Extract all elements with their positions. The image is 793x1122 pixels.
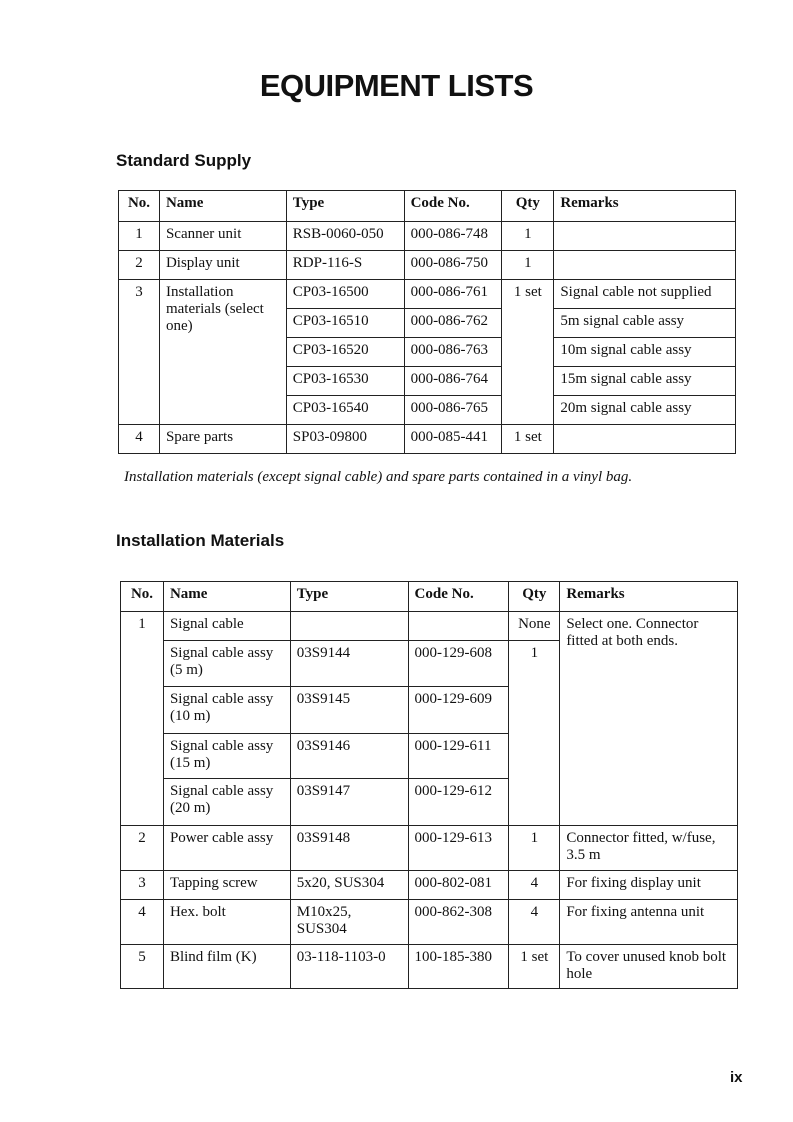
item-no: 1 (121, 612, 164, 826)
item-qty: 1 (502, 222, 554, 251)
column-header: Qty (502, 191, 554, 222)
column-header: Code No. (408, 582, 509, 612)
page-number: ix (730, 1069, 743, 1086)
item-type: 5x20, SUS304 (290, 871, 408, 900)
item-code: 000-129-609 (408, 687, 509, 734)
item-remarks: 15m signal cable assy (554, 367, 736, 396)
item-no: 4 (121, 900, 164, 945)
item-qty: 4 (509, 900, 560, 945)
item-name: Signal cable (163, 612, 290, 641)
item-name: Signal cable assy (20 m) (163, 779, 290, 826)
item-code: 000-086-748 (404, 222, 502, 251)
item-type: 03S9148 (290, 826, 408, 871)
standard-supply-heading: Standard Supply (116, 151, 252, 170)
item-remarks (554, 251, 736, 280)
item-name: Tapping screw (163, 871, 290, 900)
item-code: 000-086-765 (404, 396, 502, 425)
item-remarks (554, 425, 736, 454)
item-remarks: 5m signal cable assy (554, 309, 736, 338)
column-header: Type (286, 191, 404, 222)
item-name: Hex. bolt (163, 900, 290, 945)
column-header: Type (290, 582, 408, 612)
item-code: 000-862-308 (408, 900, 509, 945)
installation-materials-heading: Installation Materials (116, 531, 285, 550)
item-name: Power cable assy (163, 826, 290, 871)
column-header: Remarks (554, 191, 736, 222)
item-code: 000-085-441 (404, 425, 502, 454)
item-type: CP03-16500 (286, 280, 404, 309)
item-qty: 4 (509, 871, 560, 900)
item-qty: 1 set (502, 280, 554, 425)
item-code (408, 612, 509, 641)
item-remarks: For fixing antenna unit (560, 900, 738, 945)
table-row (121, 826, 738, 871)
item-type: 03S9146 (290, 734, 408, 779)
item-no: 5 (121, 945, 164, 989)
item-code: 000-129-613 (408, 826, 509, 871)
item-no: 4 (119, 425, 160, 454)
item-type: CP03-16530 (286, 367, 404, 396)
table-header-row (121, 582, 738, 612)
table-row (121, 900, 738, 945)
item-remarks: Select one. Connector fitted at both ends. (560, 612, 738, 826)
item-qty: 1 (509, 641, 560, 826)
standard-supply-table (118, 190, 736, 454)
item-type: SP03-09800 (286, 425, 404, 454)
item-type (290, 612, 408, 641)
item-no: 1 (119, 222, 160, 251)
item-name: Spare parts (159, 425, 286, 454)
item-code: 000-086-764 (404, 367, 502, 396)
column-header: Remarks (560, 582, 738, 612)
item-type: RSB-0060-050 (286, 222, 404, 251)
item-code: 000-129-612 (408, 779, 509, 826)
item-remarks: 10m signal cable assy (554, 338, 736, 367)
table-row (121, 871, 738, 900)
item-qty: 1 (509, 826, 560, 871)
item-no: 2 (121, 826, 164, 871)
item-name: Signal cable assy (10 m) (163, 687, 290, 734)
item-type: 03S9144 (290, 641, 408, 687)
table-row (119, 251, 736, 280)
item-qty: 1 (502, 251, 554, 280)
installation-materials-table (120, 581, 738, 989)
item-qty: None (509, 612, 560, 641)
column-header: Name (159, 191, 286, 222)
item-name: Blind film (K) (163, 945, 290, 989)
table-row (119, 222, 736, 251)
item-no: 3 (119, 280, 160, 425)
item-code: 000-086-750 (404, 251, 502, 280)
item-remarks: 20m signal cable assy (554, 396, 736, 425)
table-row (121, 945, 738, 989)
packaging-note: Installation materials (except signal cable) and spare parts contained in a vinyl bag. (124, 469, 633, 485)
item-code: 000-086-761 (404, 280, 502, 309)
table-row (121, 612, 738, 641)
item-code: 100-185-380 (408, 945, 509, 989)
item-no: 2 (119, 251, 160, 280)
table-row (119, 425, 736, 454)
column-header: No. (121, 582, 164, 612)
item-remarks: Signal cable not supplied (554, 280, 736, 309)
item-code: 000-802-081 (408, 871, 509, 900)
column-header: Qty (509, 582, 560, 612)
item-name: Signal cable assy (5 m) (163, 641, 290, 687)
item-code: 000-129-608 (408, 641, 509, 687)
item-no: 3 (121, 871, 164, 900)
item-type: M10x25, SUS304 (290, 900, 408, 945)
item-type: 03S9145 (290, 687, 408, 734)
item-code: 000-086-763 (404, 338, 502, 367)
item-name: Scanner unit (159, 222, 286, 251)
item-qty: 1 set (502, 425, 554, 454)
item-type: 03-118-1103-0 (290, 945, 408, 989)
column-header: Code No. (404, 191, 502, 222)
item-code: 000-129-611 (408, 734, 509, 779)
item-remarks (554, 222, 736, 251)
item-remarks: To cover unused knob bolt hole (560, 945, 738, 989)
item-qty: 1 set (509, 945, 560, 989)
column-header: No. (119, 191, 160, 222)
item-name: Installation materials (select one) (159, 280, 286, 425)
table-header-row (119, 191, 736, 222)
item-type: RDP-116-S (286, 251, 404, 280)
column-header: Name (163, 582, 290, 612)
item-type: CP03-16510 (286, 309, 404, 338)
item-name: Display unit (159, 251, 286, 280)
item-code: 000-086-762 (404, 309, 502, 338)
item-type: CP03-16520 (286, 338, 404, 367)
item-type: CP03-16540 (286, 396, 404, 425)
item-name: Signal cable assy (15 m) (163, 734, 290, 779)
page-title: EQUIPMENT LISTS (259, 68, 534, 103)
item-remarks: Connector fitted, w/fuse, 3.5 m (560, 826, 738, 871)
item-remarks: For fixing display unit (560, 871, 738, 900)
item-type: 03S9147 (290, 779, 408, 826)
table-row (119, 280, 736, 309)
